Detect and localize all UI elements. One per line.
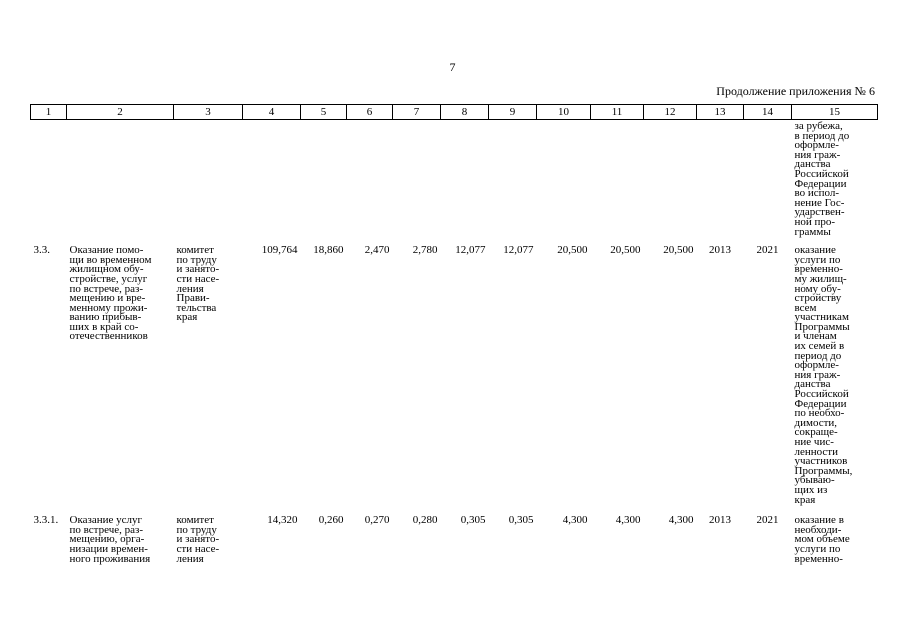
cell-value: 4,300	[615, 514, 641, 527]
column-header-6: 6	[347, 105, 393, 120]
cell-value: 0,305	[460, 514, 486, 527]
column-header-12: 12	[644, 105, 697, 120]
column-header-1: 1	[31, 105, 67, 120]
cell-value: 0,260	[318, 514, 344, 527]
column-header-3: 3	[174, 105, 243, 120]
cell-expected-result: за рубежа, в период до оформле- ния граж- данства Российской Федерации во испол- нение Гос- ударствен- ной про- граммы	[794, 120, 850, 238]
cell-start-year: 2013	[709, 244, 731, 257]
cell-value: 4,300	[562, 514, 588, 527]
column-header-15: 15	[792, 105, 878, 120]
cell-value: 20,500	[610, 244, 641, 257]
cell-executor: комитет по труду и занято- сти насе- ления Прави- тельства края	[176, 244, 220, 324]
cell-number: 3.3.1.	[33, 514, 59, 527]
table-row-3-3-1	[31, 516, 878, 575]
cell-number	[31, 120, 67, 247]
cell-end-year	[744, 120, 792, 247]
table-row-continuation	[31, 120, 878, 247]
column-header-14: 14	[744, 105, 792, 120]
cell-executor: комитет по труду и занято- сти насе- ления	[176, 514, 220, 565]
cell-end-year: 2021	[756, 244, 779, 257]
cell-value: 12,077	[503, 244, 534, 257]
cell-value	[441, 120, 489, 247]
column-header-9: 9	[489, 105, 537, 120]
cell-number: 3.3.	[33, 244, 50, 257]
cell-value: 2,470	[364, 244, 390, 257]
cell-value: 12,077	[455, 244, 486, 257]
appendix-table	[30, 104, 878, 575]
column-header-11: 11	[591, 105, 644, 120]
cell-value: 20,500	[663, 244, 694, 257]
cell-value: 0,270	[364, 514, 390, 527]
column-header-13: 13	[697, 105, 744, 120]
header-row	[31, 105, 878, 120]
continuation-title: Продолжение приложения № 6	[716, 84, 875, 98]
column-header-2: 2	[67, 105, 174, 120]
cell-value	[347, 120, 393, 247]
cell-start-year: 2013	[709, 514, 731, 527]
cell-value: 14,320	[267, 514, 298, 527]
cell-executor	[174, 120, 243, 247]
column-header-4: 4	[243, 105, 301, 120]
cell-value	[243, 120, 301, 247]
cell-value: 4,300	[668, 514, 694, 527]
cell-value: 109,764	[261, 244, 298, 257]
page-number: 7	[449, 60, 456, 74]
cell-value	[301, 120, 347, 247]
column-header-7: 7	[393, 105, 441, 120]
cell-value	[644, 120, 697, 247]
column-header-8: 8	[441, 105, 489, 120]
cell-value: 0,280	[412, 514, 438, 527]
cell-value	[489, 120, 537, 247]
cell-value	[591, 120, 644, 247]
cell-value: 2,780	[412, 244, 438, 257]
cell-start-year	[697, 120, 744, 247]
cell-activity: Оказание услуг по встрече, раз- мещению, орга- низации времен- ного проживания	[69, 514, 151, 565]
cell-value: 0,305	[508, 514, 534, 527]
column-header-5: 5	[301, 105, 347, 120]
cell-expected-result: оказание в необходи- мом объеме услуги по временно-	[794, 514, 850, 565]
column-header-10: 10	[537, 105, 591, 120]
cell-activity: Оказание помо- щи во временном жилищном обу- стройстве, услуг по встрече, раз- мещению и вре- менному прожи- ванию прибыв- ших в край со- отечественников	[69, 244, 152, 343]
cell-activity	[67, 120, 174, 247]
cell-expected-result: оказание услуги по временно- му жилищ- ному обу- стройству всем участникам Программы и членам их семей в период до оформле- ния граж- данства Российской Федерации по необхо- димости, сокраще- ние чис- ленности участников Программы, убываю- щих из края	[794, 244, 853, 506]
cell-value: 20,500	[557, 244, 588, 257]
cell-value	[537, 120, 591, 247]
cell-end-year: 2021	[756, 514, 779, 527]
cell-value: 18,860	[313, 244, 344, 257]
cell-value	[393, 120, 441, 247]
table-row-3-3	[31, 246, 878, 516]
